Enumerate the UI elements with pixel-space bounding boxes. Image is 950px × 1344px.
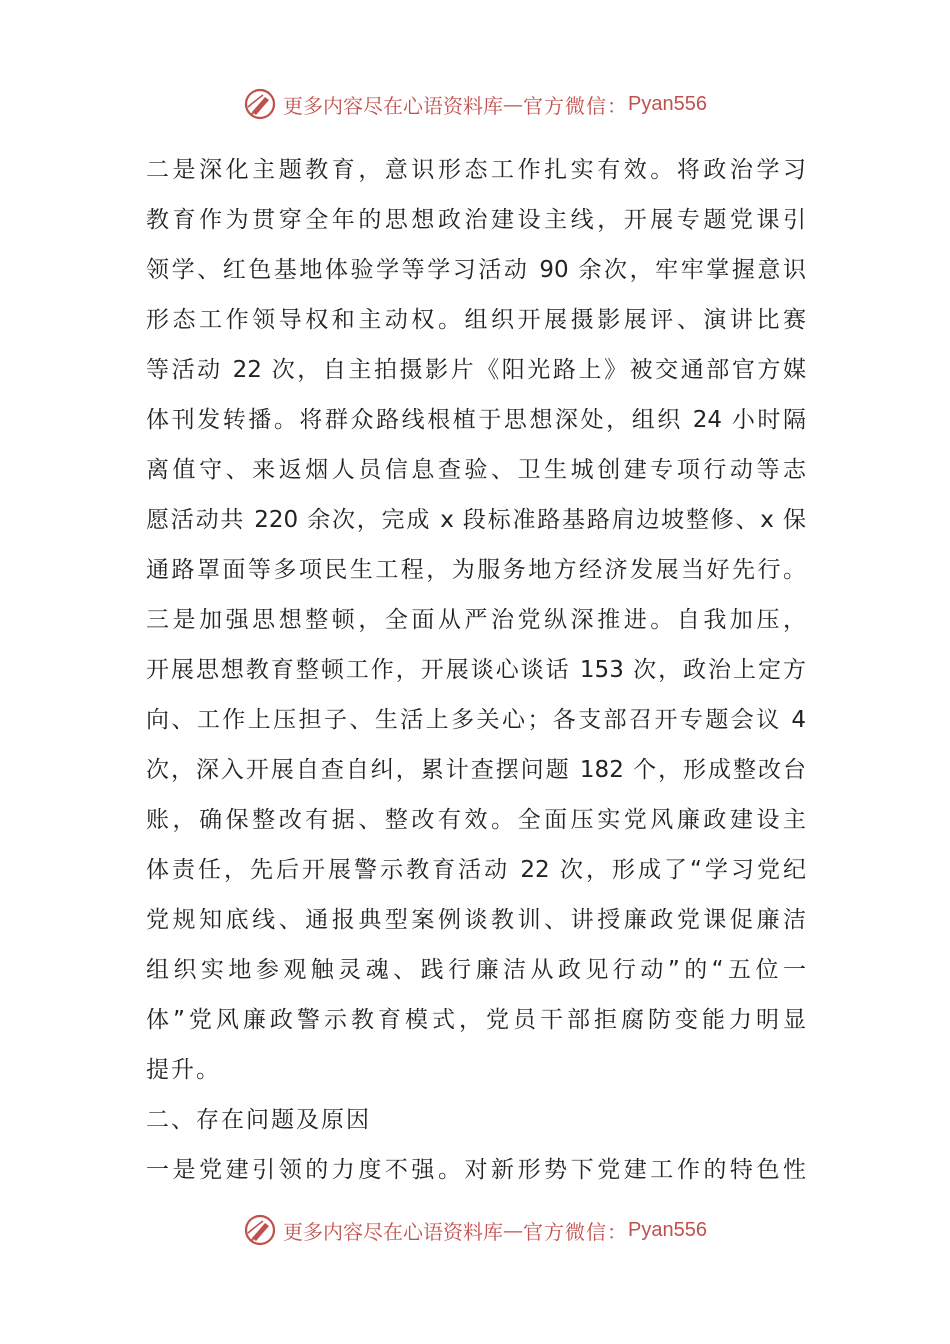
pen-nib-logo-icon [243, 87, 277, 121]
text-line: 三是加强思想整顿，全面从严治党纵深推进。自我加压， [146, 607, 806, 633]
text-line: 党规知底线、通报典型案例谈教训、讲授廉政党课促廉洁 [146, 907, 806, 933]
pen-nib-logo-icon [243, 1213, 277, 1247]
text-line: 领学、红色基地体验学等学习活动 90 余次，牢牢掌握意识 [146, 257, 806, 283]
text-line: 教育作为贯穿全年的思想政治建设主线，开展专题党课引 [146, 207, 806, 233]
text-line: 愿活动共 220 余次，完成 x 段标准路基路肩边坡整修、x 保 [146, 507, 806, 533]
text-line: 形态工作领导权和主动权。组织开展摄影展评、演讲比赛 [146, 307, 806, 333]
text-line: 账，确保整改有据、整改有效。全面压实党风廉政建设主 [146, 807, 806, 833]
banner-separator: — [503, 1218, 524, 1242]
text-line: 体责任，先后开展警示教育活动 22 次，形成了“学习党纪 [146, 857, 806, 883]
text-line: 组织实地参观触灵魂、践行廉洁从政见行动”的“五位一 [146, 957, 806, 983]
section-heading: 二、存在问题及原因 [146, 1107, 371, 1133]
text-line: 体刊发转播。将群众路线根植于思想深处，组织 24 小时隔 [146, 407, 806, 433]
text-line: 次，深入开展自查自纠，累计查摆问题 182 个，形成整改台 [146, 757, 806, 783]
text-line: 体”党风廉政警示教育模式，党员干部拒腐防变能力明显 [146, 1007, 806, 1033]
text-line: 向、工作上压担子、生活上多关心；各支部召开专题会议 4 [146, 707, 806, 733]
text-line: 等活动 22 次，自主拍摄影片《阳光路上》被交通部官方媒 [146, 357, 806, 383]
banner-contact-id: Pyan556 [628, 92, 707, 115]
banner-site-text: 更多内容尽在心语资料库 [283, 93, 504, 118]
text-line: 开展思想教育整顿工作，开展谈心谈话 153 次，政治上定方 [146, 657, 806, 683]
document-body [146, 145, 806, 1195]
banner-contact-label: 官方微信： [523, 93, 629, 118]
banner-separator: — [503, 92, 524, 116]
banner-contact-label: 官方微信： [523, 1219, 629, 1244]
text-line: 一是党建引领的力度不强。对新形势下党建工作的特色性 [146, 1157, 806, 1183]
header-watermark-banner [0, 84, 950, 124]
footer-watermark-banner [0, 1210, 950, 1250]
text-line: 提升。 [146, 1057, 221, 1083]
banner-site-text: 更多内容尽在心语资料库 [283, 1219, 504, 1244]
text-line: 离值守、来返烟人员信息查验、卫生城创建专项行动等志 [146, 457, 806, 483]
banner-contact-id: Pyan556 [628, 1218, 707, 1241]
text-line: 通路罩面等多项民生工程，为服务地方经济发展当好先行。 [146, 557, 806, 583]
text-line: 二是深化主题教育，意识形态工作扎实有效。将政治学习 [146, 157, 806, 183]
